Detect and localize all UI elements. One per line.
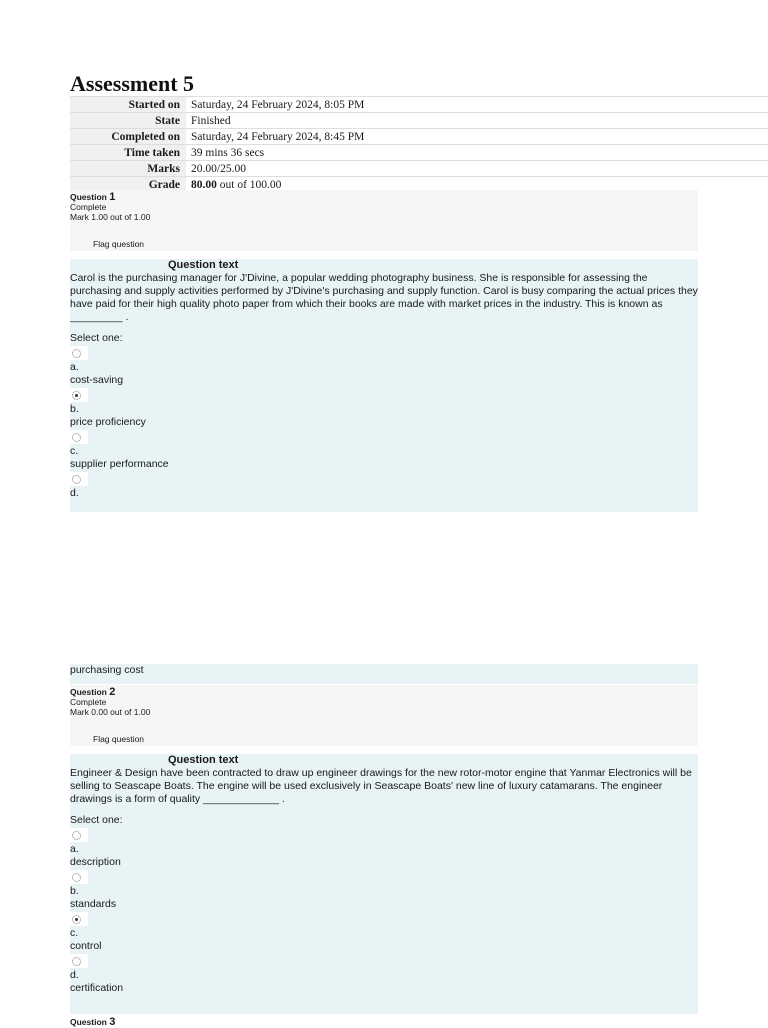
flag-question-2-button[interactable]: Flag question <box>93 734 145 744</box>
option-b-text: price proficiency <box>70 416 146 428</box>
grade-out-of: out of 100.00 <box>216 178 282 191</box>
option-letter: a. <box>70 361 79 373</box>
summary-label: Completed on <box>70 129 186 145</box>
summary-row-started <box>70 97 768 113</box>
summary-label: Grade <box>70 177 186 193</box>
question-1-mark: Mark 1.00 out of 1.00 <box>70 212 151 222</box>
option-d-radio[interactable] <box>70 954 88 968</box>
option-letter: d. <box>70 969 79 981</box>
question-1-body <box>70 259 698 512</box>
summary-value: 39 mins 36 secs <box>186 145 768 161</box>
summary-value: 20.00/25.00 <box>186 161 768 177</box>
summary-row-completed <box>70 129 768 145</box>
attempt-summary-table <box>70 96 768 192</box>
flag-question-1-button[interactable]: Flag question <box>93 239 145 249</box>
option-d-text: purchasing cost <box>70 664 144 676</box>
option-b-radio[interactable] <box>70 870 88 884</box>
option-d-text: certification <box>70 982 124 994</box>
option-letter: d. <box>70 487 79 499</box>
option-a-radio[interactable] <box>70 828 88 842</box>
grade-value: 80.00 <box>191 178 217 191</box>
option-a-text: cost-saving <box>70 374 124 386</box>
summary-label: Time taken <box>70 145 186 161</box>
summary-row-state <box>70 113 768 129</box>
option-letter: c. <box>70 927 79 939</box>
summary-value: Finished <box>186 113 768 129</box>
option-letter: b. <box>70 403 79 415</box>
option-letter: b. <box>70 885 79 897</box>
question-2-mark: Mark 0.00 out of 1.00 <box>70 707 151 717</box>
question-2-status: Complete <box>70 697 107 707</box>
page-title: Assessment 5 <box>70 71 195 96</box>
question-2-number: Question 2 <box>70 686 116 698</box>
summary-row-marks <box>70 161 768 177</box>
option-a-radio[interactable] <box>70 346 88 360</box>
question-2-heading: Question text <box>168 754 239 766</box>
option-d-radio[interactable] <box>70 472 88 486</box>
summary-value: Saturday, 24 February 2024, 8:05 PM <box>186 97 768 113</box>
select-one-label: Select one: <box>70 332 123 344</box>
option-c-radio[interactable] <box>70 912 88 926</box>
summary-label: Started on <box>70 97 186 113</box>
question-1-text: Carol is the purchasing manager for J'Divine, a popular wedding photography business. She is responsible for assessing the purchasing and supply activities performed by J'Divine's purchasing and supply function. Carol is busy comparing the actual prices they have paid for their high quality photo paper from which their books are made with market prices in the industry. This is known as _________ . <box>70 272 698 323</box>
question-3-number: Question 3 <box>70 1016 116 1028</box>
option-c-text: control <box>70 940 102 952</box>
question-1-status: Complete <box>70 202 107 212</box>
question-1-number: Question 1 <box>70 191 116 203</box>
summary-row-time-taken <box>70 145 768 161</box>
question-1-heading: Question text <box>168 259 239 271</box>
summary-value: Saturday, 24 February 2024, 8:45 PM <box>186 129 768 145</box>
summary-label: State <box>70 113 186 129</box>
question-2-info <box>70 685 698 746</box>
question-1-info <box>70 190 698 251</box>
option-letter: c. <box>70 445 79 457</box>
option-c-radio[interactable] <box>70 430 88 444</box>
option-b-text: standards <box>70 898 117 910</box>
option-c-text: supplier performance <box>70 458 169 470</box>
question-2-body <box>70 754 698 1014</box>
select-one-label: Select one: <box>70 814 123 826</box>
question-1-option-d-continued <box>70 664 698 684</box>
option-letter: a. <box>70 843 79 855</box>
option-b-radio[interactable] <box>70 388 88 402</box>
summary-label: Marks <box>70 161 186 177</box>
option-a-text: description <box>70 856 121 868</box>
question-2-text: Engineer & Design have been contracted to draw up engineer drawings for the new rotor-motor engine that Yanmar Electronics will be selling to Seascape Boats. The engine will be used exclusively in Seascape Boats' new line of luxury catamarans. The engineer drawings is a form of quality _____________ . <box>70 767 692 805</box>
